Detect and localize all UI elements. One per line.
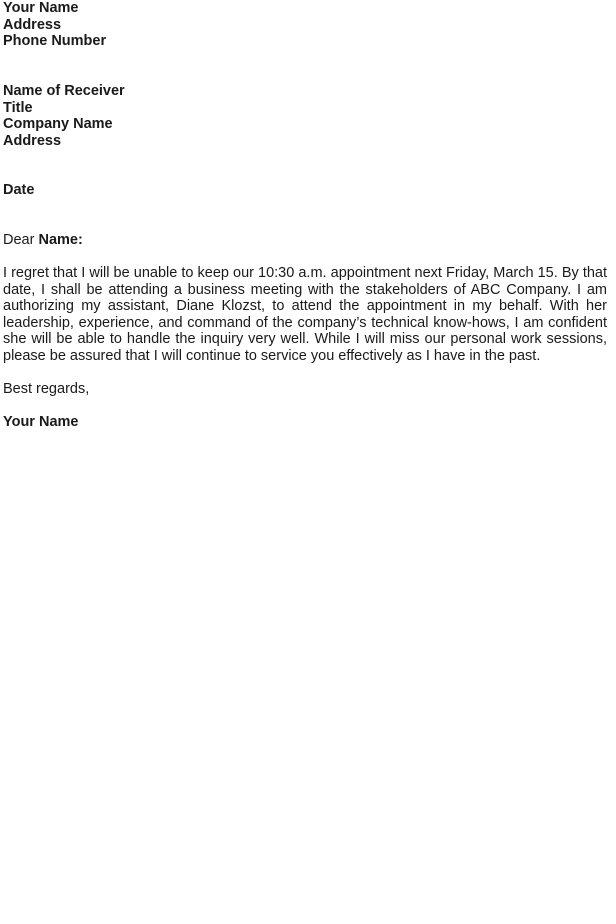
receiver-title: Title — [3, 99, 33, 116]
body-line-5: she will be able to handle the inquiry very well. While I will miss our personal work sessions, — [3, 331, 607, 348]
body-line-3: authorizing my assistant, Diane Klozst, to attend the appointment in my behalf. With her — [3, 298, 607, 315]
body-line-4: leadership, experience, and command of the company’s technical know-hows, I am confident — [3, 314, 607, 331]
signature-name: Your Name — [3, 414, 79, 430]
sender-address: Address — [3, 16, 62, 33]
body-line-2: date, I shall be attending a business meeting with the stakeholders of ABC Company. I am — [3, 281, 607, 298]
receiver-company: Company Name — [3, 116, 113, 133]
letter-date: Date — [3, 182, 35, 198]
receiver-address: Address — [3, 132, 62, 149]
salutation — [3, 232, 83, 249]
sender-phone: Phone Number — [3, 33, 107, 50]
closing: Best regards, — [3, 381, 90, 397]
receiver-name: Name of Receiver — [3, 83, 125, 99]
sender-name: Your Name — [3, 0, 79, 16]
salutation-greeting: Dear — [3, 232, 35, 248]
body-line-6: please be assured that I will continue to service you effectively as I have in the past. — [3, 347, 541, 364]
receiver-block — [3, 83, 125, 149]
letter-body — [3, 265, 607, 365]
salutation-name: Name: — [38, 232, 83, 248]
body-line-1: I regret that I will be unable to keep our 10:30 a.m. appointment next Friday, March 15. By that — [3, 265, 607, 281]
sender-block — [3, 0, 106, 50]
